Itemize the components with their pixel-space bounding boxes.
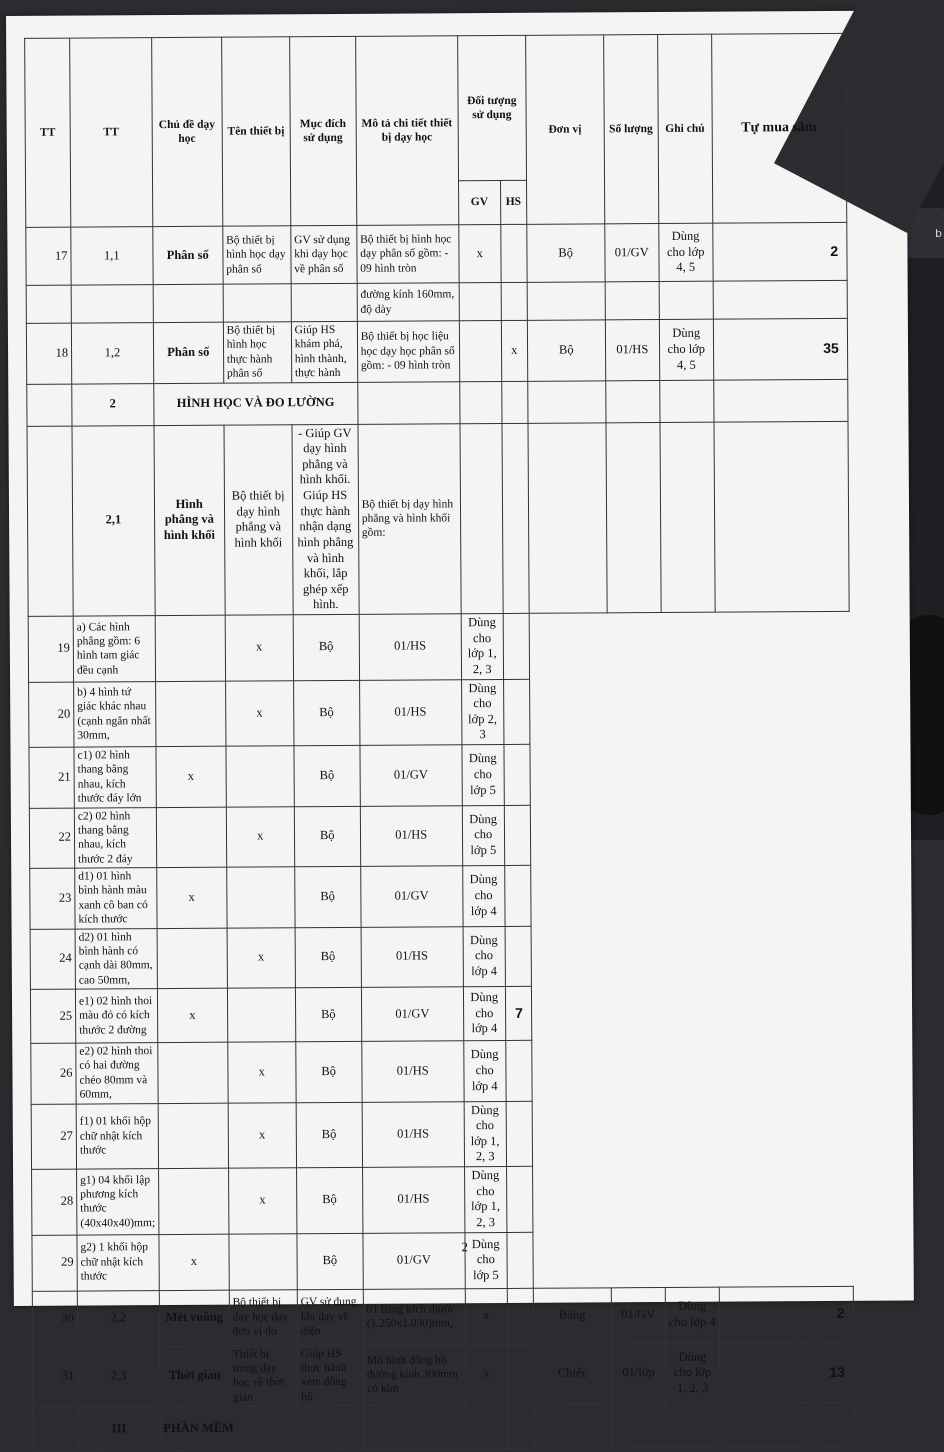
- row-ghi-chu: Dùng cho lớp 2, 3: [461, 679, 503, 745]
- table-row: [31, 1099, 852, 1170]
- row-so-luong: 01/HS: [362, 1101, 464, 1167]
- row-extra: [504, 865, 530, 926]
- table-row: [29, 677, 850, 748]
- header-hs: HS: [500, 180, 526, 224]
- row-ten: Bộ thiết bị hình học dạy phân số: [223, 226, 291, 284]
- row-ghi-chu: Dùng cho lớp 5: [465, 1232, 507, 1288]
- row-hs: x: [501, 320, 527, 381]
- header-ten-thiet-bi: Tên thiết bị: [221, 37, 290, 226]
- section-title: PHẦN MỀM: [160, 1405, 364, 1450]
- row-ten: Bộ thiết bị dạy học dạy đơn vị đo: [229, 1289, 297, 1345]
- row-gv: [158, 1168, 228, 1234]
- row-ghi-chu: Dùng cho lớp 1, 2, 3: [461, 613, 503, 679]
- row-hs: x: [228, 1042, 296, 1103]
- row-mo-ta: 01 bảng kích thước (1.250x1.030)mm,: [363, 1288, 465, 1345]
- row-so-luong: 01/HS: [362, 1167, 464, 1233]
- row-mo-ta: a) Các hình phẳng gồm: 6 hình tam giác đều cạnh: [73, 616, 155, 682]
- row-extra: 2: [719, 1286, 853, 1343]
- row-don-vi: Chiếc: [533, 1343, 611, 1404]
- section-title: HÌNH HỌC VÀ ĐO LƯỜNG: [153, 382, 357, 425]
- row-ghi-chu: Dùng cho lớp 4: [462, 865, 504, 926]
- row-ghi-chu: Dùng cho lớp 1, 2, 3: [464, 1166, 506, 1232]
- section-row: [33, 1402, 854, 1451]
- row-ghi-chu: Dùng cho lớp 4: [665, 1287, 719, 1343]
- equipment-table: [24, 33, 854, 1452]
- group-muc-dich: - Giúp GV dạy hình phẳng và hình khối. Giúp HS thực hành nhận dạng hình phẳng và hình khối, lắp ghép xếp hình.: [292, 424, 359, 615]
- table-row: [26, 280, 847, 323]
- row-gv: x: [459, 224, 501, 282]
- row-chu-de: Phân số: [153, 226, 223, 284]
- row-chu-de: Thời gian: [159, 1346, 229, 1407]
- row-ghi-chu: Dùng cho lớp 1, 2, 3: [464, 1101, 506, 1167]
- row-ghi-chu: Dùng cho lớp 4: [463, 986, 505, 1040]
- section-row: [27, 379, 848, 426]
- row-extra: [504, 744, 530, 805]
- row-tt2: 1,2: [71, 323, 153, 384]
- row-ghi-chu: Dùng cho lớp 1, 2, 3: [665, 1343, 719, 1404]
- row-chu-de: Phân số: [153, 322, 223, 383]
- row-extra: [506, 1166, 532, 1232]
- header-so-luong: Số lượng: [603, 35, 658, 224]
- header-tt1: TT: [25, 38, 71, 227]
- group-ten: Bộ thiết bị dạy hình phẳng và hình khối: [224, 424, 293, 615]
- row-mo-ta: c1) 02 hình thang bằng nhau, kích thước đáy lớn: [74, 747, 156, 808]
- header-ghi-chu: Ghi chú: [657, 34, 712, 223]
- row-so-luong: 01/HS: [359, 614, 461, 680]
- row-extra: 2: [713, 222, 847, 281]
- row-hs: x: [228, 1168, 296, 1234]
- row-hs: [507, 1288, 533, 1344]
- row-hs: x: [228, 1102, 296, 1168]
- row-gv: x: [159, 1234, 229, 1290]
- row-don-vi: Bộ: [295, 987, 361, 1041]
- row-so-luong: 01/GV: [605, 224, 659, 282]
- row-tt: 22: [29, 808, 74, 869]
- row-so-luong: 01/HS: [362, 1041, 464, 1102]
- row-so-luong: 01/lớp: [611, 1343, 665, 1404]
- b-key[interactable]: b: [902, 208, 944, 258]
- row-extra: [506, 1040, 532, 1101]
- table-row: [30, 924, 851, 990]
- row-mo-ta: Mô hình đồng hồ đường kính 300mm có kim: [363, 1344, 465, 1405]
- row-hs: [229, 1233, 297, 1289]
- row-mo-ta-cont: đường kính 160mm, độ dày: [357, 283, 459, 322]
- page-number: 2: [461, 1239, 469, 1255]
- row-tt: 31: [33, 1347, 78, 1408]
- row-tt: 23: [30, 868, 75, 929]
- row-don-vi: Bộ: [294, 866, 360, 927]
- row-mo-ta: d1) 01 hình bình hành màu xanh cô ban có kích thước: [75, 868, 157, 929]
- row-ghi-chu: Dùng cho lớp 5: [462, 805, 504, 866]
- row-tt: 19: [28, 616, 73, 682]
- row-don-vi: Bộ: [527, 224, 605, 282]
- row-mo-ta: g2) 1 khối hộp chữ nhật kích thước: [77, 1234, 159, 1290]
- document-page: [6, 11, 914, 1436]
- row-ghi-chu: Dùng cho lớp 4, 5: [659, 319, 713, 380]
- row-gv: [158, 1103, 228, 1169]
- row-so-luong: 01/HS: [359, 679, 461, 745]
- row-hs: [227, 988, 295, 1042]
- row-gv: [459, 320, 501, 381]
- row-tt2: 2,3: [78, 1346, 160, 1407]
- row-muc-dich: Giúp HS thực hành xem đồng hồ: [297, 1345, 363, 1406]
- table-row: [32, 1164, 853, 1235]
- group-chu-de: Hình phẳng và hình khối: [154, 425, 225, 616]
- row-mo-ta: f1) 01 khối hộp chữ nhật kích thước: [76, 1103, 158, 1169]
- row-tt: 29: [32, 1235, 77, 1291]
- row-gv: [156, 807, 226, 868]
- header-gv: GV: [458, 180, 500, 224]
- row-extra: [505, 926, 531, 987]
- row-gv: [155, 615, 225, 681]
- row-don-vi: Bộ: [294, 806, 360, 867]
- row-gv: x: [465, 1344, 507, 1405]
- row-muc-dich: GV sử dụng khi dạy về diện: [297, 1289, 363, 1345]
- group-intro-row: [27, 421, 849, 617]
- row-tt: 18: [26, 323, 71, 384]
- header-tu-mua-sam: Tự mua sắm: [711, 33, 846, 223]
- row-hs: x: [226, 806, 294, 867]
- row-hs: x: [227, 927, 295, 988]
- row-ghi-chu: Dùng cho lớp 4, 5: [659, 223, 713, 281]
- table-row: [29, 803, 850, 869]
- table-row: [32, 1286, 853, 1347]
- table-row: [29, 742, 850, 808]
- group-intro: Bộ thiết bị dạy hình phẳng và hình khối gồm:: [358, 423, 461, 614]
- row-mo-ta: Bộ thiết bị hình học dạy phân số gồm: - 09 hình tròn: [357, 225, 459, 284]
- row-gv: [155, 681, 225, 747]
- row-so-luong: 01/GV: [360, 745, 462, 806]
- row-ten: Bộ thiết bị hình học thực hành phân số: [223, 322, 291, 383]
- row-extra: [504, 805, 530, 866]
- table-row: [33, 1342, 854, 1408]
- row-hs: x: [225, 680, 293, 746]
- row-tt: 28: [32, 1169, 77, 1235]
- row-muc-dich: GV sử dụng khi dạy học về phân số: [291, 225, 357, 283]
- row-don-vi: Bộ: [296, 1167, 362, 1233]
- table-row: [28, 611, 849, 682]
- row-don-vi: Bộ: [297, 1233, 363, 1289]
- row-tt: 30: [32, 1291, 77, 1347]
- table-row: [30, 863, 851, 929]
- row-don-vi: Bộ: [296, 1041, 362, 1102]
- table-row: [26, 222, 847, 285]
- row-extra: [503, 679, 529, 745]
- row-gv: x: [156, 867, 226, 928]
- row-don-vi: Bộ: [295, 927, 361, 988]
- row-so-luong: 01/HS: [360, 805, 462, 866]
- row-gv: x: [156, 746, 226, 807]
- row-ghi-chu: Dùng cho lớp 4: [464, 1040, 506, 1101]
- row-tt: 21: [29, 747, 74, 808]
- group-tt2: 2,1: [72, 425, 155, 616]
- row-tt: 24: [30, 929, 75, 990]
- row-so-luong: 01/GV: [361, 987, 463, 1042]
- row-extra: 13: [719, 1342, 853, 1403]
- row-chu-de: Mét vuông: [159, 1290, 229, 1346]
- table-row: [30, 984, 851, 1043]
- row-don-vi: Bộ: [296, 1102, 362, 1168]
- row-extra: [507, 1232, 533, 1288]
- row-hs: x: [225, 615, 293, 681]
- row-tt: 20: [29, 682, 74, 748]
- table-row: [26, 318, 847, 384]
- row-mo-ta: Bộ thiết bị học liệu học dạy học phân số gồm: - 09 hình tròn: [357, 321, 459, 382]
- row-muc-dich: Giúp HS khám phá, hình thành, thực hành: [291, 321, 357, 382]
- row-tt: 17: [26, 227, 71, 285]
- row-so-luong: 01/GV: [363, 1232, 465, 1289]
- row-gv: [158, 1042, 228, 1103]
- header-mo-ta: Mô tả chi tiết thiết bị dạy học: [355, 36, 458, 226]
- section-tt: III: [78, 1407, 160, 1451]
- row-extra: 7: [505, 986, 531, 1040]
- row-don-vi: Bộ: [293, 614, 359, 680]
- row-ghi-chu: Dùng cho lớp 4: [463, 926, 505, 987]
- row-tt: 25: [30, 989, 75, 1043]
- row-ten: Thiết bị trong dạy học về thời gian: [229, 1345, 297, 1406]
- header-don-vi: Đơn vị: [525, 35, 604, 224]
- row-don-vi: Bộ: [293, 680, 359, 746]
- row-extra: [503, 613, 529, 679]
- row-tt2: 1,1: [71, 227, 153, 285]
- row-don-vi: Bộ: [294, 745, 360, 806]
- header-chu-de: Chủ đề dạy học: [151, 37, 222, 226]
- row-extra: [506, 1101, 532, 1167]
- row-gv: x: [157, 988, 227, 1042]
- row-mo-ta: d2) 01 hình bình hành có cạnh dài 80mm, cao 50mm,: [75, 928, 157, 989]
- row-so-luong: 01/HS: [605, 320, 659, 381]
- row-mo-ta: b) 4 hình tứ giác khác nhau (cạnh ngắn nhất 30mm,: [74, 681, 156, 747]
- row-hs: [226, 746, 294, 807]
- row-hs: [507, 1344, 533, 1405]
- row-hs: [501, 224, 527, 282]
- header-muc-dich: Mục đích sử dụng: [289, 36, 356, 225]
- row-hs: [226, 867, 294, 928]
- row-gv: [157, 928, 227, 989]
- row-mo-ta: e2) 02 hình thoi có hai đường chéo 80mm và 60mm,: [76, 1043, 158, 1104]
- row-extra: 35: [713, 318, 847, 379]
- row-mo-ta: c2) 02 hình thang bằng nhau, kích thước 2 đáy: [74, 807, 156, 868]
- row-don-vi: Bộ: [527, 320, 605, 381]
- row-don-vi: Bảng: [533, 1287, 611, 1343]
- header-tt2: TT: [70, 38, 153, 227]
- row-so-luong: 01/GV: [611, 1287, 665, 1343]
- row-ghi-chu: Dùng cho lớp 5: [462, 744, 504, 805]
- row-so-luong: 01/GV: [360, 866, 462, 927]
- row-mo-ta: g1) 04 khối lập phương kích thước (40x40x40)mm;: [77, 1169, 159, 1235]
- row-tt: 27: [31, 1104, 76, 1170]
- header-row: [25, 33, 847, 183]
- row-tt: 26: [31, 1043, 76, 1104]
- row-tt2: 2,2: [77, 1290, 159, 1346]
- table-row: [31, 1038, 852, 1104]
- row-so-luong: 01/HS: [361, 926, 463, 987]
- row-gv: x: [465, 1288, 507, 1344]
- section-tt: 2: [72, 383, 154, 425]
- header-doi-tuong: Đối tượng sử dụng: [457, 35, 526, 180]
- row-mo-ta: e1) 02 hình thoi màu đỏ có kích thước 2 đường: [75, 989, 157, 1043]
- table-row: [32, 1230, 853, 1291]
